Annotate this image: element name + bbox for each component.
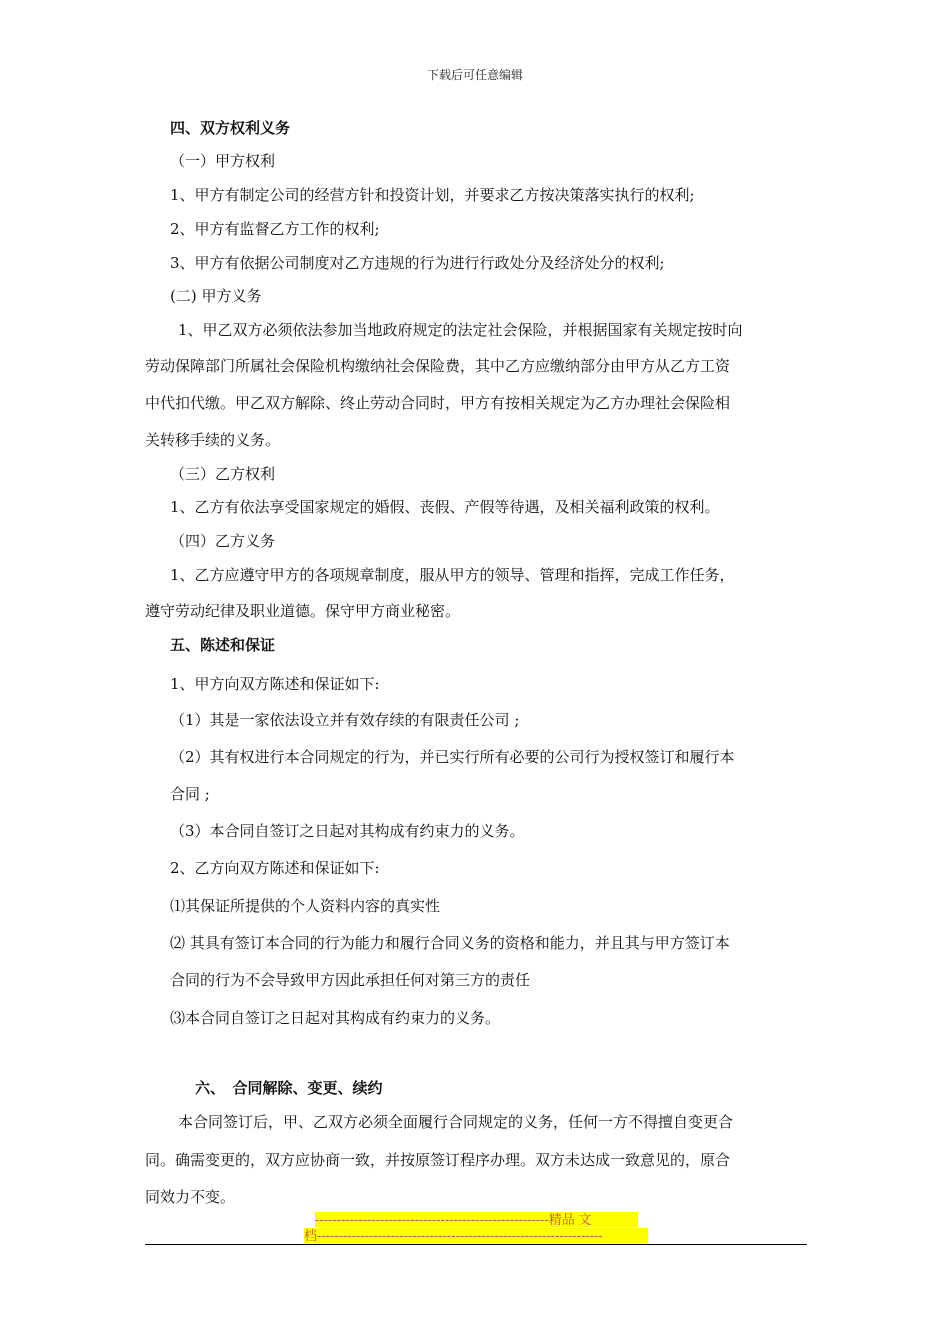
paragraph-line: 关转移手续的义务。 — [145, 431, 281, 449]
paragraph-line: 合同 ; — [170, 785, 210, 803]
section-heading: 五、陈述和保证 — [170, 636, 276, 654]
subsection-heading: （三）乙方权利 — [170, 465, 276, 483]
paragraph-line: 2、甲方有监督乙方工作的权利; — [170, 220, 380, 238]
paragraph-line: 同。确需变更的，双方应协商一致，并按原签订程序办理。双方未达成一致意见的，原合 — [145, 1151, 731, 1169]
section-heading: 四、双方权利义务 — [170, 119, 291, 137]
subsection-heading: (二) 甲方义务 — [170, 287, 262, 305]
paragraph-line: （2）其有权进行本合同规定的行为，并已实行所有必要的公司行为授权签订和履行本 — [170, 748, 735, 766]
paragraph-line: 1、乙方有依法享受国家规定的婚假、丧假、产假等待遇，及相关福利政策的权利。 — [170, 498, 720, 516]
paragraph-line: 1、甲乙双方必须依法参加当地政府规定的法定社会保险，并根据国家有关规定按时向 — [178, 321, 743, 339]
page-header: 下载后可任意编辑 — [426, 68, 523, 82]
paragraph-line: 劳动保障部门所属社会保险机构缴纳社会保险费，其中乙方应缴纳部分由甲方从乙方工资 — [145, 357, 731, 375]
paragraph-line: 2、乙方向双方陈述和保证如下: — [170, 859, 380, 877]
paragraph-line: （1）其是一家依法设立并有效存续的有限责任公司 ; — [170, 711, 520, 729]
paragraph-line: 3、甲方有依据公司制度对乙方违规的行为进行行政处分及经济处分的权利; — [170, 254, 665, 272]
footer-watermark-line-1: ------------------------------------------------------精品 文 — [315, 1212, 638, 1227]
subsection-heading: （四）乙方义务 — [170, 532, 276, 550]
section-heading: 六、 合同解除、变更、续约 — [195, 1079, 383, 1097]
paragraph-line: ⑶本合同自签订之日起对其构成有约束力的义务。 — [170, 1009, 501, 1027]
footer-divider — [145, 1244, 807, 1245]
subsection-heading: （一）甲方权利 — [170, 152, 276, 170]
paragraph-line: （3）本合同自签订之日起对其构成有约束力的义务。 — [170, 822, 525, 840]
paragraph-line: 1、甲方有制定公司的经营方针和投资计划，并要求乙方按决策落实执行的权利; — [170, 186, 695, 204]
paragraph-line: ⑵ 其具有签订本合同的行为能力和履行合同义务的资格和能力，并且其与甲方签订本 — [170, 934, 730, 952]
paragraph-line: ⑴其保证所提供的个人资料内容的真实性 — [170, 897, 441, 915]
paragraph-line: 本合同签订后，甲、乙双方必须全面履行合同规定的义务，任何一方不得擅自变更合 — [178, 1113, 734, 1131]
paragraph-line: 合同的行为不会导致甲方因此承担任何对第三方的责任 — [170, 971, 531, 989]
paragraph-line: 1、甲方向双方陈述和保证如下: — [170, 675, 380, 693]
paragraph-line: 同效力不变。 — [145, 1188, 236, 1206]
footer-watermark-line-2: 档------------------------------------------------------------------ — [304, 1228, 648, 1243]
paragraph-line: 遵守劳动纪律及职业道德。保守甲方商业秘密。 — [145, 602, 461, 620]
paragraph-line: 中代扣代缴。甲乙双方解除、终止劳动合同时，甲方有按相关规定为乙方办理社会保险相 — [145, 394, 731, 412]
paragraph-line: 1、乙方应遵守甲方的各项规章制度，服从甲方的领导、管理和指挥，完成工作任务， — [170, 566, 735, 584]
